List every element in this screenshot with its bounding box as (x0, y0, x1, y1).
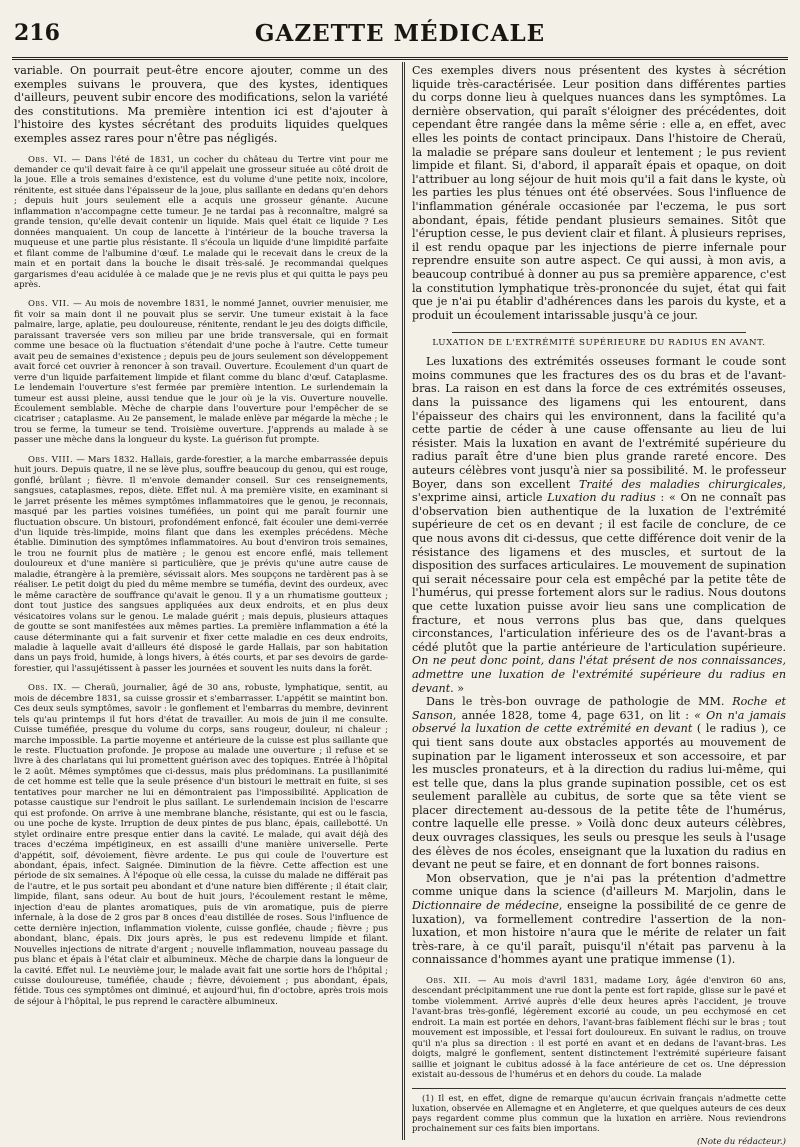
kyst-discussion-paragraph: Ces exemples divers nous présentent des kystes à sécrétion liquide très-caractérisée. Leur position dans différentes parties du corps donne lieu à quelques nuances dans les symptômes. La dernière observation, qui paraît s'éloigner des précédentes, doit cependant être rangée dans la même série : elle a, en effet, avec elles les points de contact principaux. Dans l'histoire de Cheraü, la maladie se prépare sans douleur et lentement ; le pus revient limpide et filant. Si, d'abord, il apparaît épais et opaque, on doit l'attribuer au long séjour de huit mois qu'il a fait dans le kyste, où les parties les plus ténues ont été observées. Sous l'influence de l'inflammation générale occasionée par l'eczema, le pus sort abondant, épais, fétide pendant plusieurs semaines. Sitôt que l'éruption cesse, le pus devient clair et filant. À plusieurs reprises, il est rendu opaque par les injections de pierre infernale pour reprendre ensuite son autre aspect. Ce qui aussi, à mon avis, a beaucoup contribué à donner au pus sa première apparence, c'est la constitution lymphatique très-prononcée du sujet, état qui fait que je n'ai pu établir d'adhérences dans les parois du kyste, et a produit un écoulement intarissable jusqu'à ce jour. (412, 64, 786, 322)
header-rule (12, 57, 788, 60)
text-run: ( le radius ), ce qui tient sans doute aux obstacles apportés au mouvement de supination par le ligament interosseux et son accessoire, et par les muscles pronateurs, et à la direction du radius lui-même, qui est telle que, dans la plus grande supination possible, cet os est seulement parallèle au cubitus, de sorte que sa tête vient se placer directement au-dessous de la petite tête de l'humérus, contre laquelle elle presse. » Voilà donc deux auteurs célèbres, deux ouvrages classiques, les seuls ou presque les seuls à l'usage des élèves de nos écoles, enseignant que la luxation du radius en devant ne peut se faire, et en donnant de fort bonnes raisons. (412, 722, 786, 872)
observation-9 (14, 683, 388, 1007)
section-title (412, 332, 786, 349)
footnote-signature: (Note du rédacteur.) (696, 1136, 786, 1147)
book-title: Dictionnaire de médecine (412, 899, 559, 913)
quotation: : « On ne connaît pas d'observation bien authentique de la luxation de l'extrémité supérieure de cet os en devant ; il est facile de conclure, de ce que nous avons dit ci-dessus, que cette différence doit venir de la résistance des ligamens et des muscles, et surtout de la disposition des surfaces articulaires. Le mouvement de supination qui serait nécessaire pour cela est empêché par la petite tête de l'humérus, qui presse fortement alors sur le radius. Nous doutons que cette luxation puisse avoir lieu sans une complication de fracture, et nous verrons plus bas que, dans quelques circonstances, l'articulation inférieure des os de l'avant-bras a cédé plutôt que la partie antérieure de l'articulation supérieure. (412, 491, 786, 654)
text-run: Dans le très-bon ouvrage de pathologie de MM. (426, 695, 733, 709)
luxation-paragraph (412, 355, 786, 695)
observation-text: — Au mois de novembre 1831, le nommé Jannet, ouvrier menuisier, me fit voir sa main dont il ne pouvait plus se servir. Une tumeur existait à la face palmaire, large, aplatie, peu douloureuse, rénitente, rendant le jeu des doigts difficile, paraissant traversée vers son milieu par une bride transversale, qui en formait comme une besace où la fluctuation s'étendait d'une poche à l'autre. Cette tumeur avait peu de semaines d'existence ; depuis peu de jours seulement son développement avait forcé cet ouvrier à renoncer à son travail. Ouverture. Écoulement d'un quart de verre d'un liquide parfaitement limpide et filant comme du blanc d'œuf. Cataplasme. Le lendemain l'ouverture s'est fermée par première intention. Le surlendemain la tumeur est aussi pleine, aussi tendue que le jour où je la vis. Ouverture nouvelle. Écoulement semblable. Mèche de charpie dans l'ouverture pour l'empêcher de se cicatriser ; cataplasme. Au 2e pansement, le malade enlève par mégarde la mèche ; le trou se ferme, la tumeur se tend. Troisième ouverture. J'apprends au malade à se passer une mèche dans la longueur du kyste. La guérison fut prompte. (14, 299, 388, 446)
section-rule (452, 332, 746, 333)
page-number: 216 (14, 20, 60, 46)
text-run: , s'exprime ainsi, article (412, 477, 786, 505)
text-run: Les luxations des extrémités osseuses formant le coude sont moins communes que les fractures des os du bras et de l'avant-bras. La raison en est dans la force de ces extrémités osseuses, dans la puissance des ligamens qui les entourent, dans l'épaisseur des chairs qui les environnent, dans la facilité qu'a cette partie de céder à une cause offensante au lieu de lui résister. Mais la luxation en avant de l'extrémité supérieure du radius paraît être d'une bien plus grande rareté encore. Des auteurs célèbres vont jusqu'à nier sa possibilité. M. le professeur Boyer, dans son excellent (412, 355, 786, 491)
observation-intro-paragraph (412, 872, 786, 967)
observation-text: — Dans l'été de 1831, un cocher du château du Tertre vint pour me demander ce qu'il devait faire à ce qu'il appelait une grosseur située au côté droit de la joue. Elle a trois semaines d'existence, est du volume d'une petite noix, incolore, rénitente, est située dans l'épaisseur de la joue, plus saillante en dedans qu'en dehors ; depuis huit jours seulement elle a acquis une grosseur génante. Aucune inflammation n'accompagne cette tumeur. Je ne tardai pas à reconnaître, malgré sa grande tension, qu'elle devait contenir un liquide. Mais quel était ce liquide ? Les données manquaient. Un coup de lancette à l'intérieur de la bouche traversa la muqueuse et une partie plus résistante. Il s'écoula un liquide d'une limpidité parfaite et filant comme de l'albumine d'œuf. Le malade qui le recevait dans le creux de la main et en portait dans la bouche le disait très-salé. Je recommandai quelques gargarismes d'eau acidulée à ce malade que je ne revis plus et qui quitta le pays peu après. (14, 154, 388, 290)
observation-7 (14, 299, 388, 445)
observation-label: Obs. VIII. (28, 454, 74, 465)
observation-label: Obs. VI. (28, 154, 68, 165)
observation-label: Obs. VII. (28, 299, 70, 310)
left-column (14, 64, 388, 1007)
quotation-emphasis: « On n'a jamais observé la luxation de cette extrémité en devant (412, 708, 787, 736)
text-run: . » (450, 681, 464, 695)
text-run: Mon observation, que je n'ai pas la prétention d'admettre comme unique dans la science (d'ailleurs M. Marjolin, dans le (412, 871, 786, 899)
quotation-emphasis: On ne peut donc point, dans l'état présent de nos connaissances, admettre une luxation de l'extrémité supérieure du radius en devant (412, 654, 786, 695)
observation-text: — Cheraü, journalier, âgé de 30 ans, robuste, lymphatique, sentit, au mois de décembre 1831, sa cuisse grossir et s'embarrasser. L'appétit se maintint bon. Ces deux seuls symptômes, savoir : le gonflement et l'embarras du membre, devinrent tels qu'au printemps il fut hors d'état de travailler. Au mois de juin il me consulte. Cuisse tuméfiée, presque du volume du corps, sans rougeur, douleur, ni chaleur ; marche impossible. La partie moyenne et antérieure de la cuisse est plus saillante que le reste. Fluctuation profonde. Je propose au malade une ouverture ; il refuse et se livre à des charlatans qui lui promettent guérison avec des topiques. Entrée à l'hôpital le 2 août. Mêmes symptômes que ci-dessus, mais plus prédominans. La pusillanimité de cet homme est telle que la seule présence d'un bistouri le mettrait en fuite, si ses tentatives pour marcher ne lui en démontraient pas l'impossibilité. Application de potasse caustique sur l'endroit le plus saillant. Le surlendemain incision de l'escarre qui est profonde. On arrive à une membrane blanche, résistante, qui est ou le fascia, ou une poche de kyste. Irruption de deux pintes de pus blanc, épais, caillebotté. Un stylet ordinaire entre presque entier dans la cavité. Le malade, qui avait déjà des traces d'eczéma impétigineux, en est assailli d'une manière universelle. Perte d'appétit, soif, dévoiement, fièvre ardente. Le pus qui coule de l'ouverture est abondant, épais, infect. Saignée. Diminution de la fièvre. Cette affection est une période de six semaines. À l'époque où elle cessa, la cuisse du malade ne différait pas de l'autre, et le pus sortait peu abondant et d'une nature bien différente ; il était clair, limpide, filant, sans odeur. Au bout de huit jours, l'écoulement restant le même, injection d'eau de plantes aromatiques, puis de vin aromatique, puis de pierre infernale, à la dose de 2 gros par 8 onces d'eau distillée de roses. Sous l'influence de cette dernière injection, inflammation violente, cuisse gonflée, chaude ; fièvre ; pus abondant, blanc, épais. Dix jours après, le pus est redevenu limpide et filant. Nouvelles injections de nitrate d'argent ; nouvelle inflammation, nouveau passage du pus blanc et épais à l'état clair et albumineux. Mèche de charpie dans la longueur de la cavité. Effet nul. Le neuvième jour, le malade avait fait une sortie hors de l'hôpital ; cuisse douloureuse, tuméfiée, chaude ; fièvre, dévoiement ; pus abondant, épais, fétide. Tous ces symptômes ont diminué, et aujourd'hui, fin d'octobre, après trois mois de séjour à l'hôpital, le pus reprend le caractère albumineux. (14, 683, 389, 1007)
observation-6 (14, 155, 388, 291)
text-run: , année 1828, tome 4, page 631, on lit : (452, 708, 695, 722)
observation-8 (14, 455, 388, 675)
roche-sanson-paragraph (412, 695, 786, 872)
author-names: Roche et Sanson (412, 695, 786, 722)
observation-label: Obs. XII. (426, 976, 472, 986)
observation-text: — Mars 1832. Hallais, garde-forestier, a la marche embarrassée depuis huit jours. Depuis quatre, il ne se lève plus, souffre beaucoup du genou, qui est rouge, gonflé, brûlant ; fièvre. Il m'envoie demander conseil. Sur ces renseignements, sangsues, cataplasmes, repos, diète. Effet nul. À ma première visite, en examinant si le jarret présente les mêmes symptômes inflammatoires que le genou, je reconnais, masqué par les parties voisines tuméfiées, un point qui me paraît fournir une fluctuation obscure. Un bistouri, profondément enfoncé, fait écouler une demi-verrée d'un liquide très-limpide, moins filant que dans les exemples précédens. Mèche établie. Diminution des symptômes inflammatoires. Au bout d'environ trois semaines, le trou ne fournit plus de matière ; le genou est encore enflé, mais tellement douloureux et d'une manière si particulière, que je prévis qu'une autre cause de maladie, étrangère à la première, sévissait alors. Mes soupçons ne tardèrent pas à se réaliser. Le petit doigt du pied du même membre se tuméfia, devint des ourdeux, avec le même caractère de souffrance qu'avait le genou. Il y a un rhumatisme goutteux ; dont tout justice des sangsues appliquées aux deux endroits, et en plus deux vésicatoires volans sur le genou. Le malade guérit ; mais depuis, plusieurs attaques de goutte se sont manifestées aux mêmes parties. La première inflammation a été la cause déterminante qui a fait survenir et fixer cette maladie en ces deux endroits, maladie à laquelle avait d'ailleurs été disposé le garde Hallais, par son habitation dans un pays froid, humide, à longs hivers, à étés courts, et par ses devoirs de garde-forestier, qui l'assujétissent à passer les journées et souvent les nuits dans la forêt. (14, 454, 388, 674)
observation-text: — Au mois d'avril 1831, madame Lory, âgée d'environ 60 ans, descendant précipitamment une rue dont la pente est fort rapide, glisse sur le pavé et tombe violemment. Arrivé auprès d'elle deux heures après l'accident, je trouve l'avant-bras très-gonflé, légèrement excorié au coude, un peu ecchymosé en cet endroit. La main est portée en dehors, l'avant-bras faiblement fléchi sur le bras ; tout mouvement est impossible, et l'essai fort douloureux. En suivant le radius, on trouve qu'il n'a plus sa direction : il est porté en avant et en dedans de l'avant-bras. Les doigts, malgré le gonflement, sentent distinctement l'extrémité supérieure faisant saillie et joignant le cubitus adossé à la face antérieure de cet os. Une dépression existait au-dessous de l'humérus et en dehors du coude. La malade (412, 976, 786, 1081)
intro-paragraph: variable. On pourrait peut-être encore ajouter, comme un des exemples suivans le prouvera, que des kystes, identiques d'ailleurs, peuvent subir encore des modifications, selon la variété des constitutions. Ma première intention ici est d'ajouter à l'histoire des kystes sécrétant des produits liquides quelques exemples assez rares pour n'être pas négligés. (14, 64, 388, 145)
observation-label: Obs. IX. (28, 683, 67, 694)
observation-12 (412, 976, 786, 1081)
article-title: Luxation du radius (547, 491, 656, 505)
footnote-rule (412, 1088, 786, 1089)
footnote: (1) Il est, en effet, digne de remarque qu'aucun écrivain français n'admette cette luxation, observée en Allemagne et en Angleterre, et que quelques auteurs de ces deux pays regardent comme plus commun que la luxation en arrière. Nous reviendrons prochainement sur ces faits bien importans. (412, 1092, 786, 1134)
section-title-text: LUXATION DE L'EXTRÉMITÉ SUPÉRIEURE DU RADIUS EN AVANT. (432, 338, 766, 349)
column-divider (402, 62, 405, 1140)
text-run: , enseigne la possibilité de ce genre de luxation), va formellement contredire l'assertion de la non-luxation, et mon histoire n'aura que le mérite de relater un fait très-rare, à ce qu'il paraît, puisqu'il n'était pas parvenu à la connaissance d'hommes ayant une pratique immense (1). (412, 899, 786, 967)
right-column (412, 64, 786, 1147)
book-title: Traité des maladies chirurgicales (578, 477, 783, 491)
journal-title: GAZETTE MÉDICALE (254, 20, 546, 47)
page-header (14, 20, 786, 56)
